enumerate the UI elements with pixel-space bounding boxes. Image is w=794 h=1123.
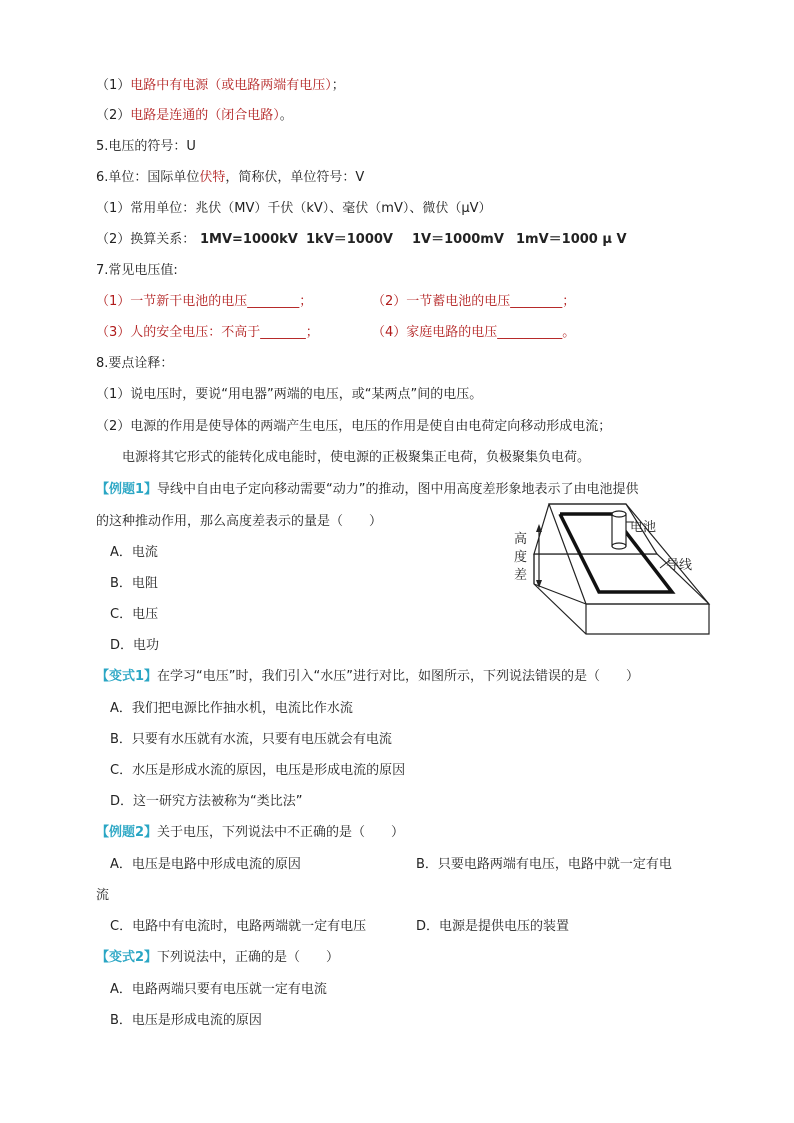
item-number: （2） bbox=[96, 108, 131, 123]
wire-label: 导线 bbox=[666, 558, 693, 573]
option-a: A．电路两端只要有电压就一定有电流 bbox=[110, 982, 327, 997]
stem-text: 导线中自由电子定向移动需要“动力”的推动，图中用高度差形象地表示了由电池提供 bbox=[157, 482, 639, 497]
conversion-label: （2）换算关系： bbox=[96, 232, 196, 247]
key-point-2: （2）电源的作用是使导体的两端产生电压，电压的作用是使自由电荷定向移动形成电流； bbox=[96, 419, 612, 434]
option-d: D．电源是提供电压的装置 bbox=[416, 919, 570, 934]
value-blank-2: （2）一节蓄电池的电压________； bbox=[372, 294, 576, 309]
punct: ； bbox=[331, 78, 345, 93]
item-number: （1） bbox=[96, 78, 131, 93]
stem-text: 在学习“电压”时，我们引入“水压”进行对比，如图所示，下列说法错误的是（ ） bbox=[157, 669, 639, 684]
variant-2-stem bbox=[96, 949, 339, 967]
voltage-symbol-line: 5.电压的符号：U bbox=[96, 139, 196, 154]
conversion-line bbox=[96, 231, 627, 249]
value-blank-4: （4）家庭电路的电压__________。 bbox=[372, 325, 576, 340]
example-2-stem bbox=[96, 824, 404, 842]
condition-2 bbox=[96, 107, 293, 125]
common-values-heading: 7.常见电压值: bbox=[96, 263, 178, 278]
value-blank-1: （1）一节新干电池的电压________； bbox=[96, 294, 313, 309]
key-point-2-cont: 电源将其它形式的能转化成电能时，使电源的正极聚集正电荷，负极聚集负电荷。 bbox=[122, 450, 591, 465]
height-label-3: 差 bbox=[514, 568, 528, 583]
option-d: D．电功 bbox=[110, 638, 160, 653]
height-label-2: 度 bbox=[514, 550, 528, 565]
variant-tag: 【变式2】 bbox=[96, 950, 158, 965]
example-1-stem-2: 的这种推动作用，那么高度差表示的量是（ ） bbox=[96, 514, 383, 529]
conversion-3: 1V＝1000mV bbox=[412, 232, 504, 247]
height-label-1: 高 bbox=[514, 532, 528, 547]
option-b-cont: 流 bbox=[96, 888, 110, 903]
unit-line bbox=[96, 169, 364, 187]
common-units-line: （1）常用单位：兆伏（MV）千伏（kV）、毫伏（mV）、微伏（μV） bbox=[96, 201, 492, 216]
unit-name: 伏特 bbox=[199, 170, 226, 185]
battery-label: 电池 bbox=[630, 520, 657, 535]
example-tag: 【例题2】 bbox=[96, 825, 158, 840]
option-c: C．电路中有电流时，电路两端就一定有电压 bbox=[110, 919, 367, 934]
unit-text-2: ，简称伏，单位符号：V bbox=[225, 170, 365, 185]
conversion-1: 1MV=1000kV bbox=[200, 232, 298, 247]
height-difference-figure bbox=[494, 492, 726, 642]
key-points-heading: 8.要点诠释： bbox=[96, 356, 174, 371]
punct: 。 bbox=[279, 108, 293, 123]
conversion-2: 1kV＝1000V bbox=[306, 232, 393, 247]
option-c: C．水压是形成水流的原因，电压是形成电流的原因 bbox=[110, 763, 406, 778]
stem-text: 关于电压，下列说法中不正确的是（ ） bbox=[157, 825, 405, 840]
variant-1-stem bbox=[96, 668, 639, 686]
option-c: C．电压 bbox=[110, 607, 159, 622]
option-b: B．电压是形成电流的原因 bbox=[110, 1013, 262, 1028]
unit-text: 6.单位：国际单位 bbox=[96, 170, 200, 185]
option-d: D．这一研究方法被称为“类比法” bbox=[110, 794, 303, 809]
key-point-1: （1）说电压时，要说“用电器”两端的电压，或“某两点”间的电压。 bbox=[96, 387, 483, 402]
example-tag: 【例题1】 bbox=[96, 482, 158, 497]
condition-text: 电路是连通的（闭合电路） bbox=[130, 108, 280, 123]
option-b: B．只要有水压就有水流，只要有电压就会有电流 bbox=[110, 732, 392, 747]
value-blank-3: （3）人的安全电压：不高于_______； bbox=[96, 325, 319, 340]
option-b: B．只要电路两端有电压，电路中就一定有电 bbox=[416, 857, 672, 872]
stem-text: 下列说法中，正确的是（ ） bbox=[157, 950, 340, 965]
condition-1 bbox=[96, 77, 345, 95]
option-a: A．电流 bbox=[110, 545, 158, 560]
conversion-4: 1mV＝1000 μ V bbox=[516, 232, 627, 247]
variant-tag: 【变式1】 bbox=[96, 669, 158, 684]
option-b: B．电阻 bbox=[110, 576, 158, 591]
condition-text: 电路中有电源（或电路两端有电压） bbox=[130, 78, 332, 93]
option-a: A．电压是电路中形成电流的原因 bbox=[110, 857, 301, 872]
option-a: A．我们把电源比作抽水机，电流比作水流 bbox=[110, 701, 353, 716]
